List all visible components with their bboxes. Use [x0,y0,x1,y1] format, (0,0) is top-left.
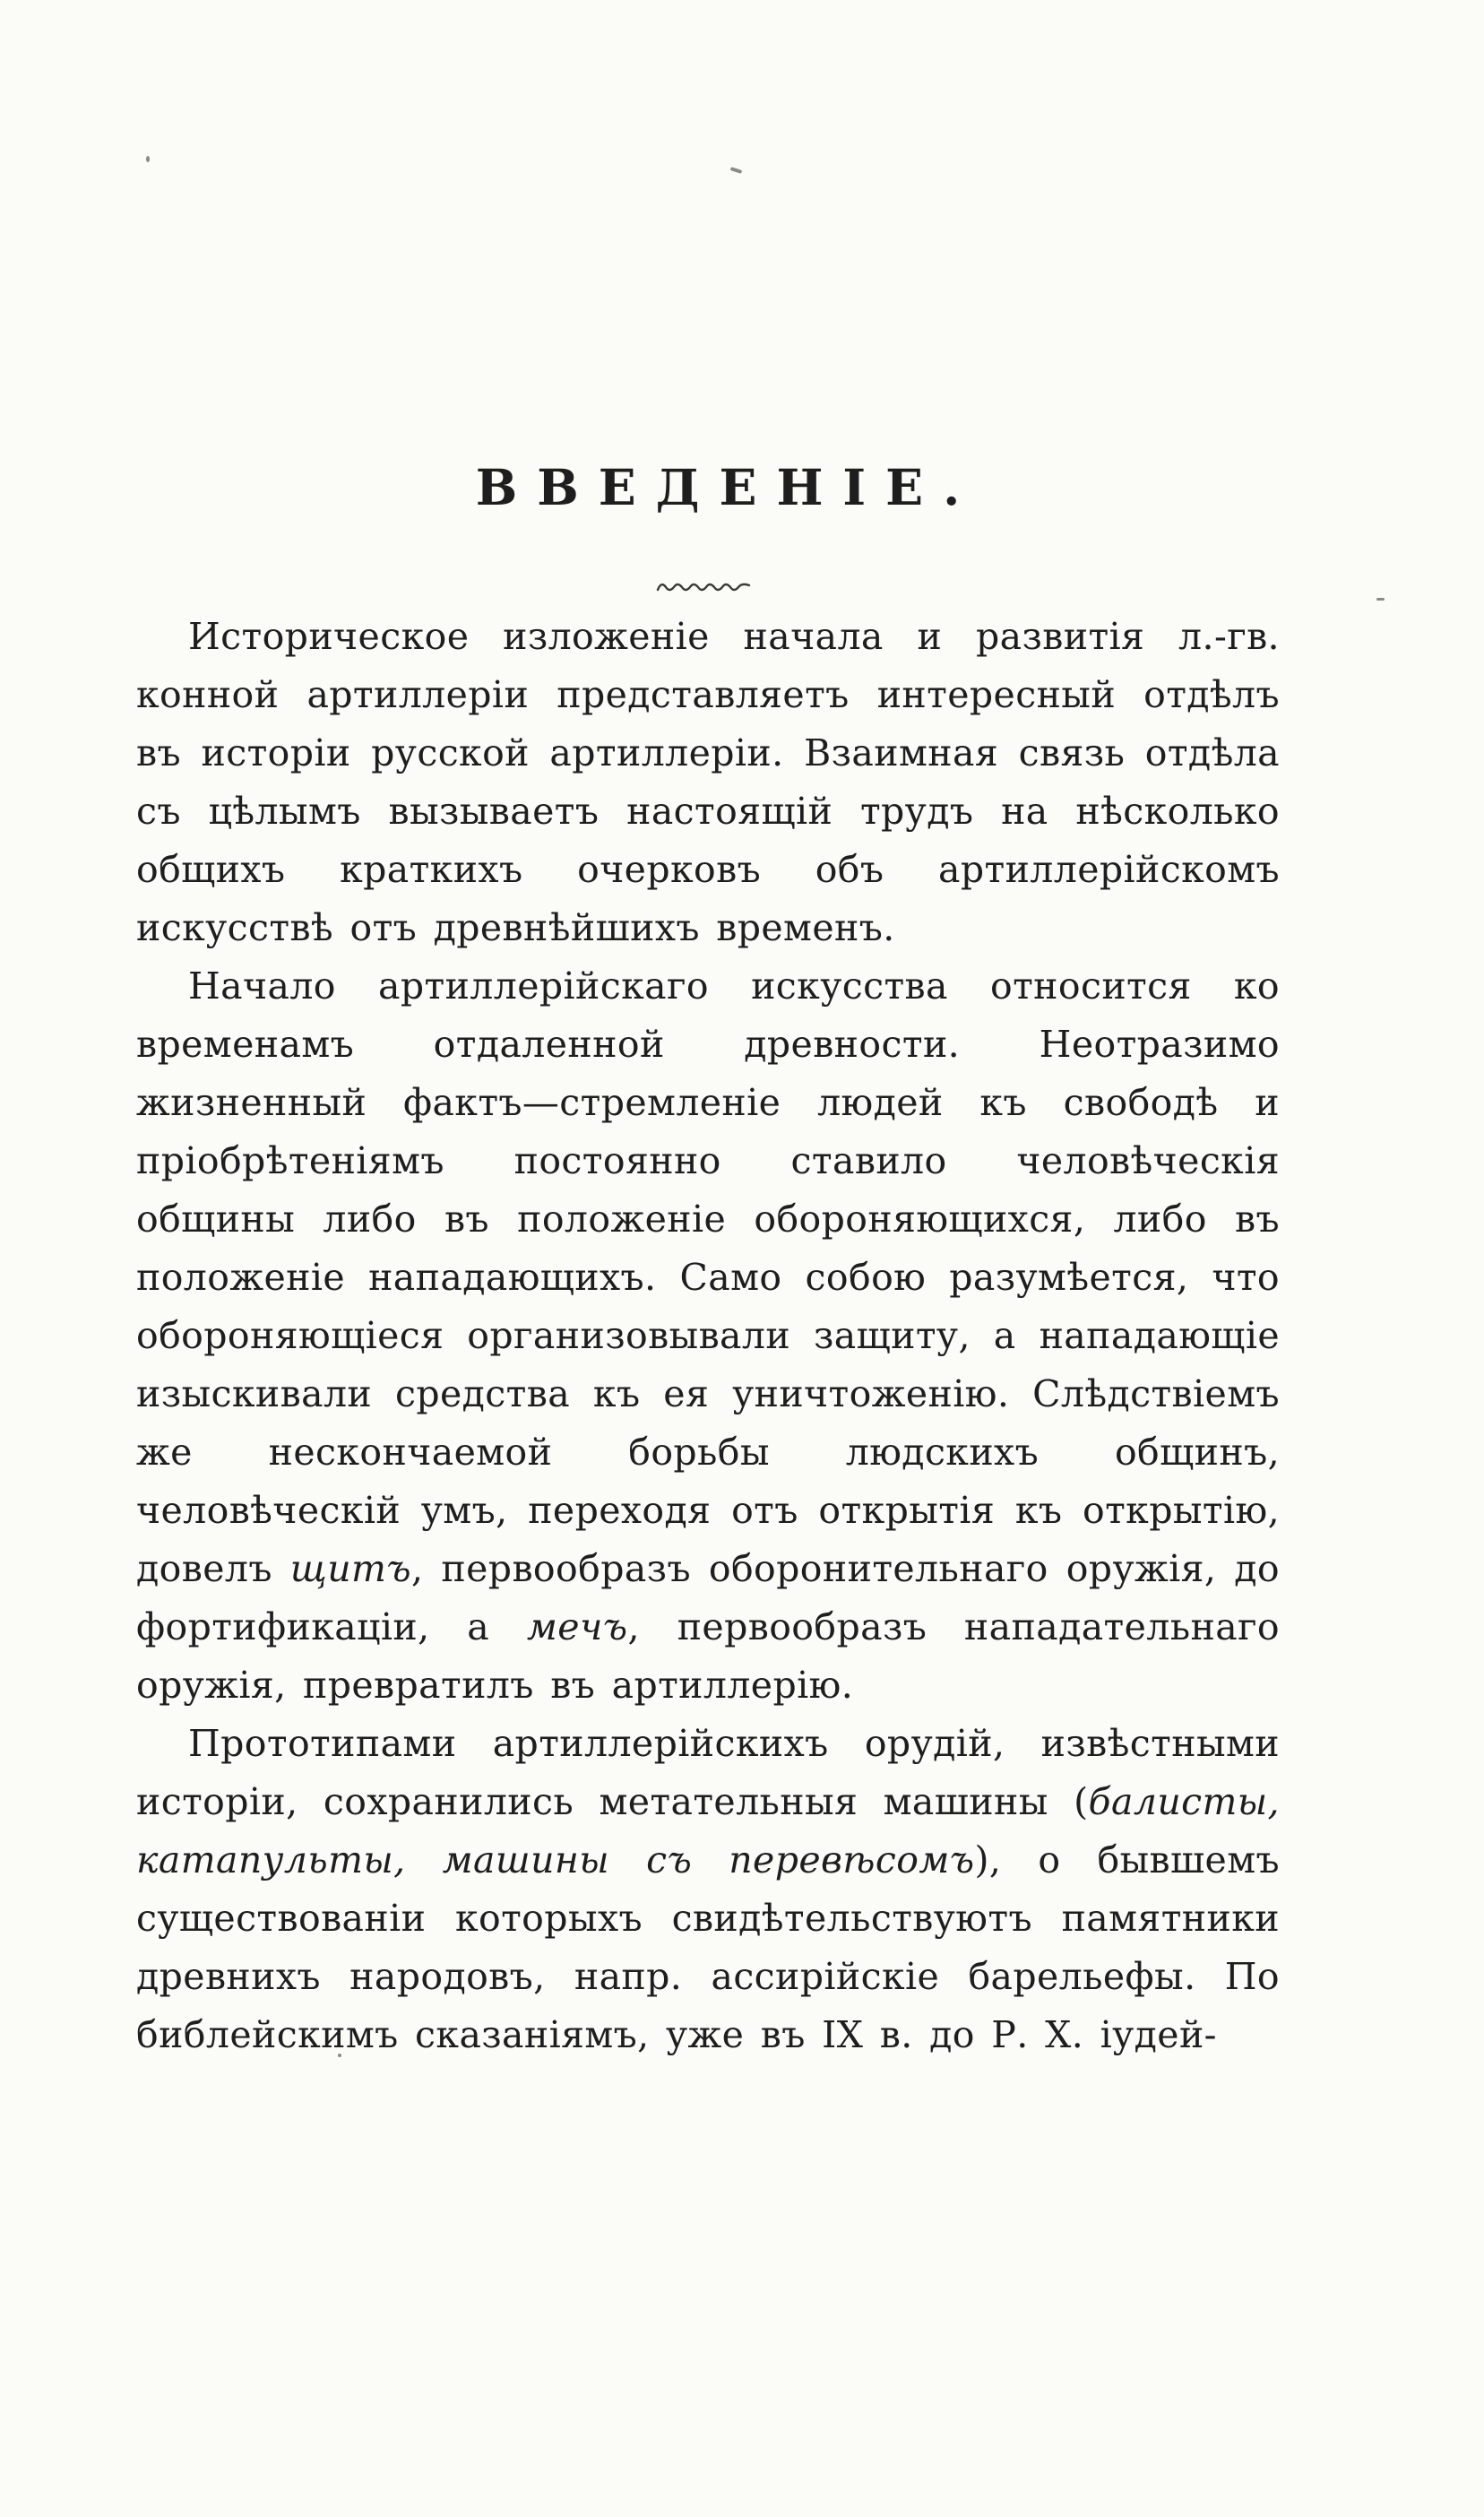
italic-text-segment: мечъ [526,1605,628,1648]
text-segment: Прототипами артиллерійскихъ орудій, извѣстными исторіи, сохранились метательныя машины ( [136,1722,1280,1823]
page-title: ВВЕДЕНІЕ. [475,458,980,516]
paragraph [136,957,1280,1715]
text-block [136,608,1280,2064]
text-segment: Начало артиллерійскаго искусства относится ко временамъ отдаленной древности. Неотразимо жизненный фактъ—стремленіе людей къ свободѣ и пріобрѣтеніямъ постоянно ставило человѣческія общины либо въ положеніе обороняющихся, либо въ положеніе нападающихъ. Само собою разумѣется, что обороняющіеся организовывали защиту, а нападающіе изыскивали средства къ ея уничтоженію. Слѣдствіемъ же нескончаемой борьбы людскихъ общинъ, человѣческій умъ, переходя отъ открытія къ открытію, довелъ [136,964,1280,1590]
paragraph [136,1715,1280,2064]
italic-text-segment: щитъ [289,1547,412,1590]
title-divider [136,579,1280,606]
paragraph [136,608,1280,957]
text-segment: Историческое изложеніе начала и развитія л.-гв. конной артиллеріи представляетъ интересный отдѣлъ въ исторіи русской артиллеріи. Взаимная связь отдѣла съ цѣлымъ вызываетъ настоящій трудъ на нѣсколько общихъ краткихъ очерковъ объ артиллерійскомъ искусствѣ отъ древнѣйшихъ временъ. [136,615,1280,949]
text-segment: ), о бывшемъ существованіи которыхъ свидѣтельствуютъ памятники древнихъ народовъ, напр. ассирійскіе барельефы. По библейскимъ сказаніямъ, уже въ IX в. до Р. Х. іудей- [136,1838,1280,2056]
squiggle-ornament-icon [654,579,762,597]
italic-text-segment: балисты, катапульты, машины съ перевѣсомъ [136,1780,1280,1881]
ink-speck [730,167,743,174]
text-segment: , первообразъ оборонительнаго оружія, до фортификаціи, а [136,1547,1280,1648]
text-segment: , первообразъ нападательнаго оружія, превратилъ въ артиллерію. [136,1605,1281,1707]
ink-speck [1376,598,1385,601]
ink-speck [146,156,150,162]
